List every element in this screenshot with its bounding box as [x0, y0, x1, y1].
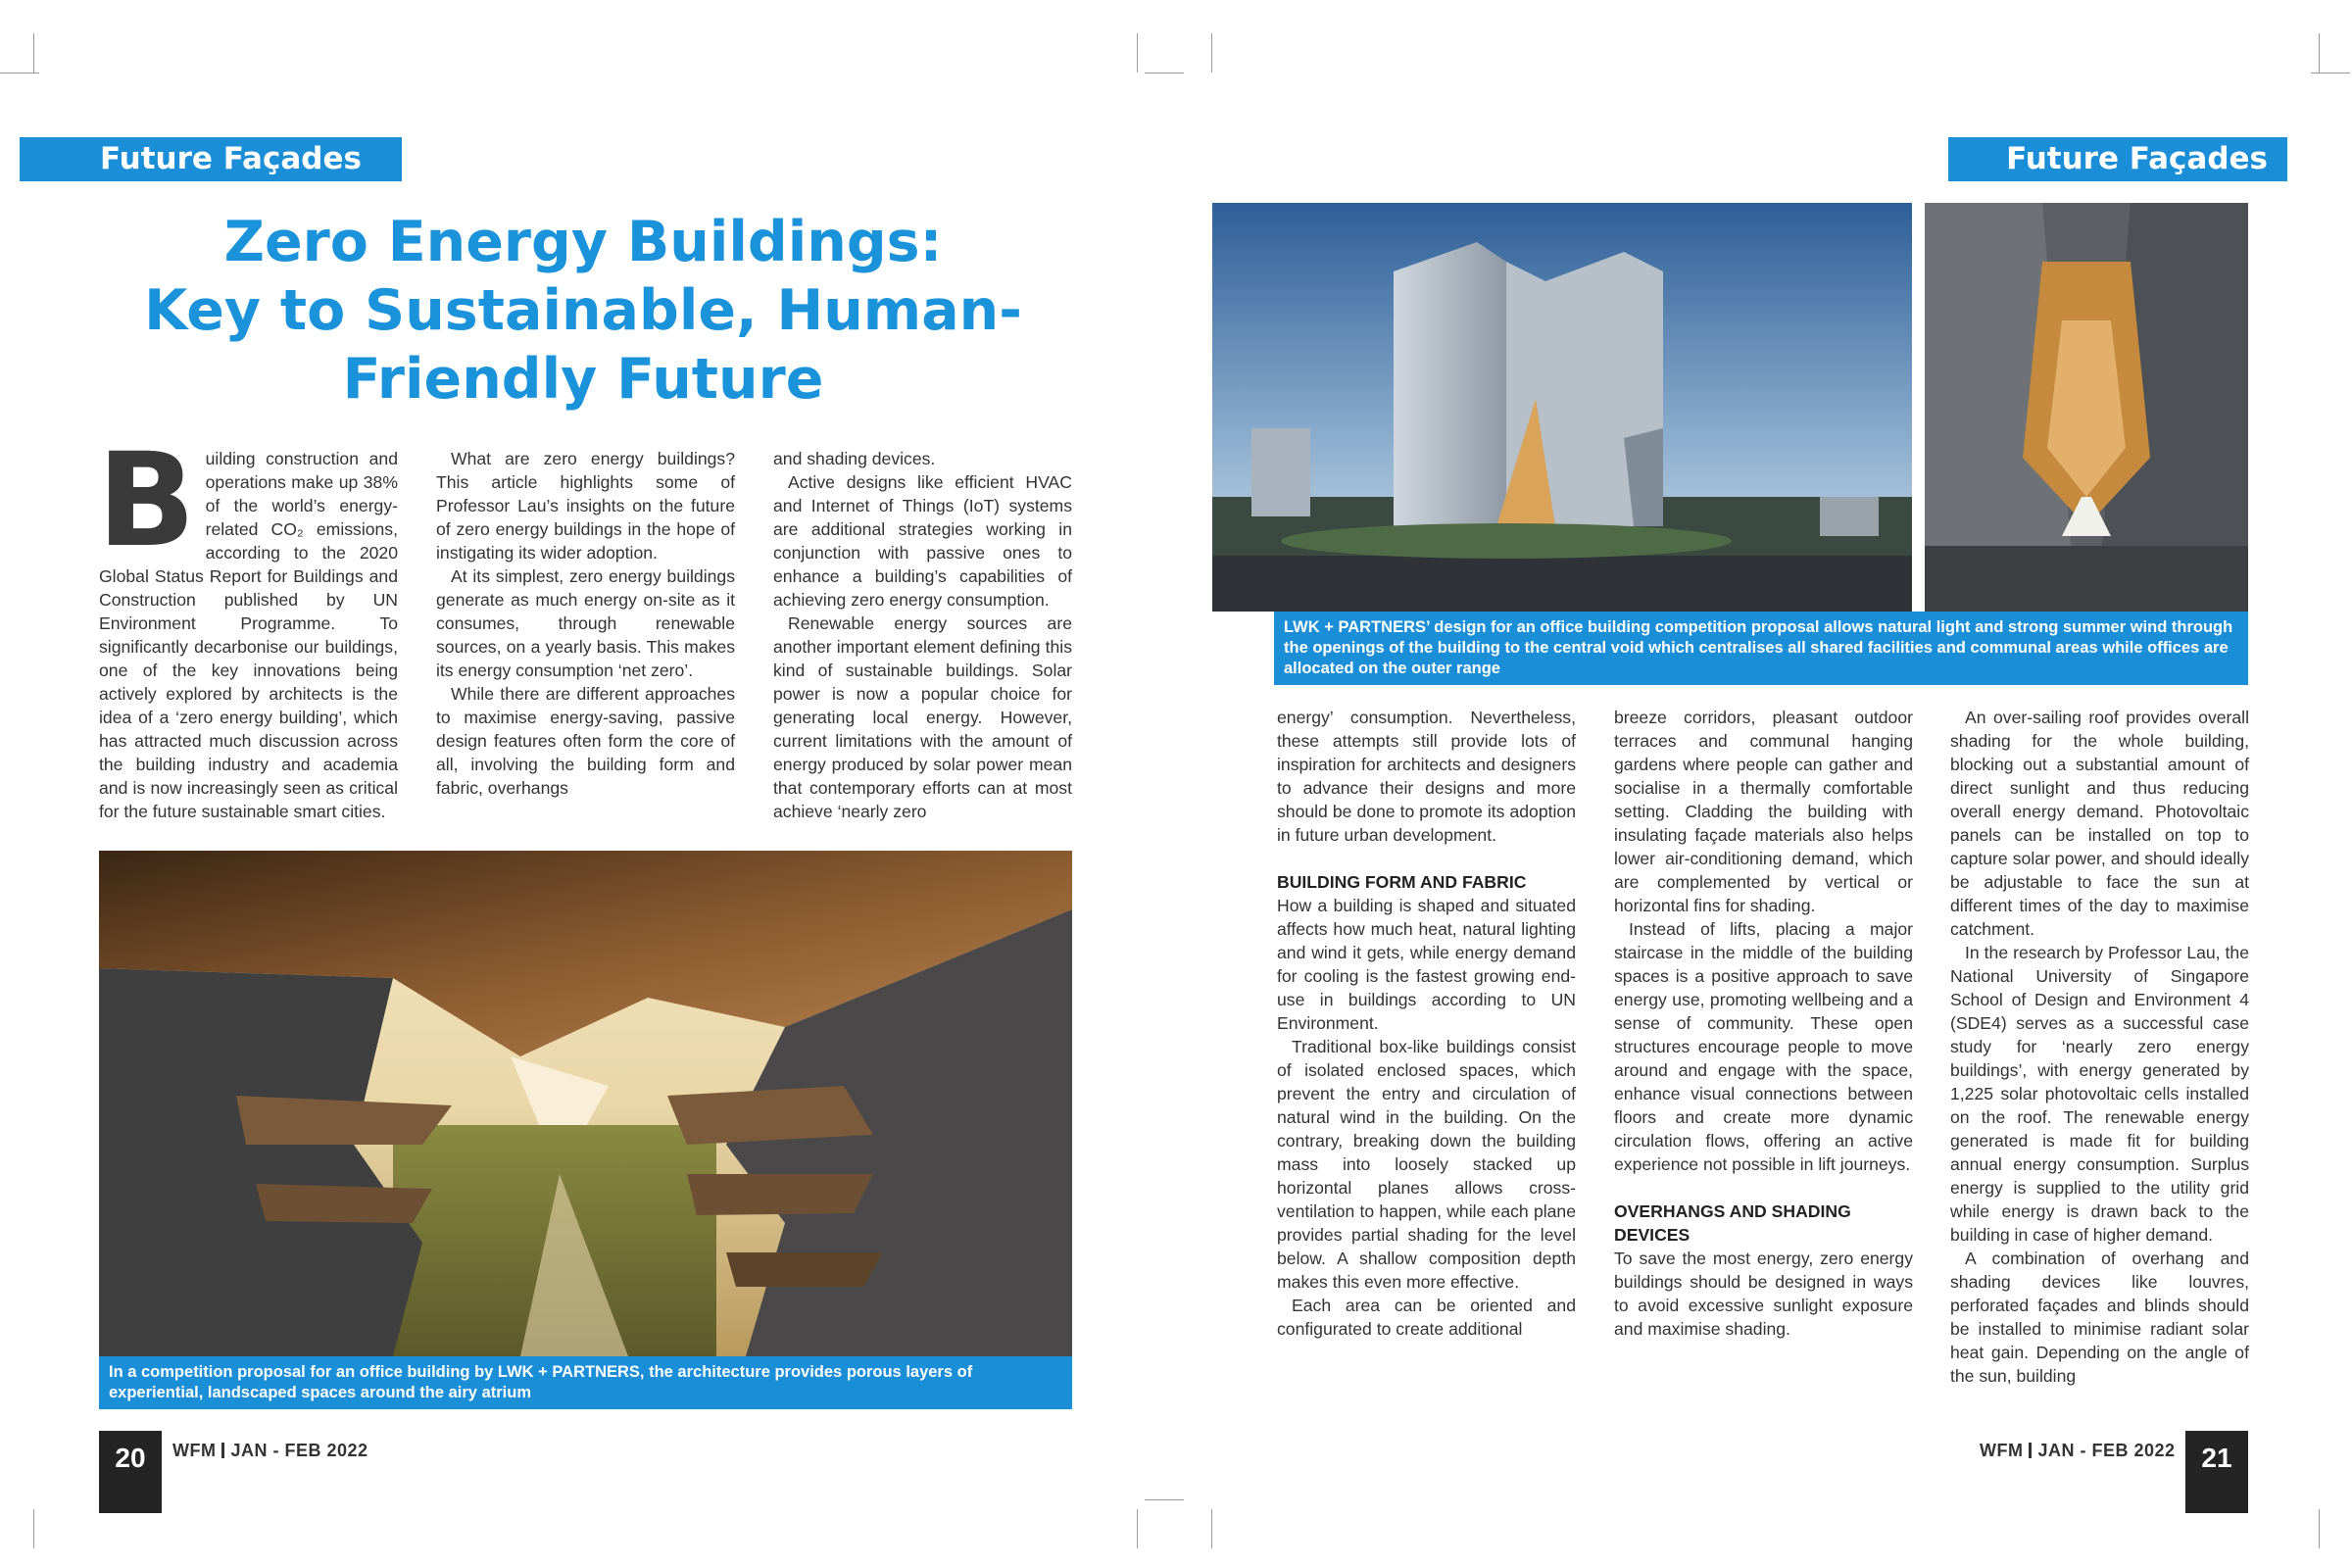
- crop-mark: [2319, 1509, 2320, 1548]
- folio-right: [1980, 1441, 2176, 1461]
- col5-p3: To save the most energy, zero energy buildings should be designed in ways to avoid excessive sunlight exposure and maximise shading.: [1614, 1249, 1913, 1339]
- col2-p3: While there are different approaches to maximise energy-saving, passive design features often form the core of all, involving the building form and fabric, overhangs: [436, 684, 735, 798]
- folio-separator: [2029, 1443, 2032, 1458]
- crop-mark: [1211, 33, 1212, 73]
- crop-mark: [2311, 73, 2350, 74]
- col1-text: uilding construction and operations make up 38% of the world’s energy-related CO₂ emissions, according to the 2020 Global Status Report for Buildings and Construction published by UN Environment Programme. To significantly decarbonise our buildings, one of the key innovations being actively explored by architects is the idea of a ‘zero energy building’, which has attracted much discussion across the building industry and academia and is now increasingly seen as critical for the future sustainable smart cities.: [99, 449, 398, 821]
- col2-p1: What are zero energy buildings? This article highlights some of Professor Lau’s insights on the future of zero energy buildings in the hope of instigating its wider adoption.: [436, 449, 735, 563]
- col5-p2: Instead of lifts, placing a major staircase in the middle of the building spaces is a positive approach to save energy use, promoting wellbeing and a sense of community. These open structures encourage people to move around and engage with the space, enhance visual connections between floors and create more dynamic circulation flows, offering an active experience not possible in lift journeys.: [1614, 919, 1913, 1174]
- crop-mark: [1137, 1509, 1138, 1548]
- drop-cap: B: [97, 425, 196, 576]
- col4-p2: How a building is shaped and situated affects how much heat, natural lighting and wind it gets, while energy demand for cooling is the fastest growing end-use in buildings according to UN Environment.: [1277, 896, 1576, 1033]
- crop-mark: [2319, 33, 2320, 73]
- column-5: [1614, 706, 1913, 1341]
- heading-overhangs: OVERHANGS AND SHADING DEVICES: [1614, 1201, 1851, 1245]
- crop-mark: [1145, 1499, 1184, 1500]
- column-1: [97, 425, 398, 823]
- folio-separator: [221, 1443, 224, 1458]
- col6-p2: In the research by Professor Lau, the National University of Singapore School of Design and Environment 4 (SDE4) serves as a successful case study for ‘nearly zero energy buildings’, with energy generated by 1,225 solar photovoltaic cells installed on the roof. The renewable energy generated is made fit for building annual energy consumption. Surplus energy is supplied to the utility grid while energy is drawn back to the building in case of higher demand.: [1950, 943, 2249, 1245]
- atrium-interior-photo: [1925, 203, 2248, 612]
- crop-mark: [33, 33, 34, 73]
- page-number-left: 20: [99, 1431, 162, 1513]
- heading-building-form: BUILDING FORM AND FABRIC: [1277, 872, 1527, 892]
- crop-mark: [33, 1509, 34, 1548]
- col4-p3: Traditional box-like buildings consist of isolated enclosed spaces, which prevent the entry and circulation of natural wind in the building. On the contrary, breaking down the building mass into loosely stacked up horizontal planes allows cross-ventilation to happen, while each plane provides partial shading for the level below. A shallow composition depth makes this even more effective.: [1277, 1037, 1576, 1292]
- title-line-3: Friendly Future: [342, 347, 824, 412]
- atrium-photo: [99, 851, 1072, 1356]
- building-exterior-photo: [1212, 203, 1912, 612]
- article-title: [98, 208, 1068, 414]
- title-line-1: Zero Energy Buildings:: [223, 210, 943, 274]
- col4-p1: energy’ consumption. Nevertheless, these attempts still provide lots of inspiration for architects and designers to advance their designs and more should be done to promote its adoption in future urban development.: [1277, 708, 1576, 845]
- column-2: [436, 447, 735, 800]
- col3-p2: Active designs like efficient HVAC and Internet of Things (IoT) systems are additional strategies working in conjunction with passive ones to enhance a building’s capabilities of achieving zero energy consumption.: [773, 472, 1072, 610]
- page-number-right: 21: [2185, 1431, 2248, 1513]
- col4-p4: Each area can be oriented and configurated to create additional: [1277, 1296, 1576, 1339]
- title-line-2: Key to Sustainable, Human-: [144, 278, 1022, 343]
- caption-left: In a competition proposal for an office building by LWK + PARTNERS, the architecture provides porous layers of experiential, landscaped spaces around the airy atrium: [99, 1356, 1072, 1409]
- col5-p1: breeze corridors, pleasant outdoor terraces and communal hanging gardens where people can gather and socialise in a thermally comfortable setting. Cladding the building with insulating façade materials also helps lower air-conditioning demand, which are complemented by vertical or horizontal fins for shading.: [1614, 708, 1913, 915]
- column-4: [1277, 706, 1576, 1341]
- column-3: [773, 447, 1072, 823]
- magazine-name: WFM: [172, 1441, 217, 1460]
- magazine-name: WFM: [1980, 1441, 2024, 1460]
- section-tag-right: Future Façades: [1948, 137, 2287, 181]
- crop-mark: [1211, 1509, 1212, 1548]
- col6-p1: An over-sailing roof provides overall shading for the whole building, blocking out a substantial amount of direct sunlight and thus reducing overall energy demand. Photovoltaic panels can be installed on top to capture solar power, and should ideally be adjustable to face the sun at different times of the day to maximise catchment.: [1950, 708, 2249, 939]
- crop-mark: [1137, 33, 1138, 73]
- caption-right: LWK + PARTNERS’ design for an office building competition proposal allows natural light and strong summer wind through the openings of the building to the central void which centralises all shared facilities and communal areas while offices are allocated on the outer range: [1274, 612, 2248, 685]
- section-tag-left: Future Façades: [20, 137, 402, 181]
- issue-date: JAN - FEB 2022: [2037, 1441, 2176, 1460]
- col2-p2: At its simplest, zero energy buildings generate as much energy on-site as it consumes, through renewable sources, on a yearly basis. This makes its energy consumption ‘net zero’.: [436, 566, 735, 680]
- crop-mark: [0, 73, 39, 74]
- crop-mark: [1145, 73, 1184, 74]
- issue-date: JAN - FEB 2022: [230, 1441, 368, 1460]
- column-6: [1950, 706, 2249, 1388]
- folio-left: [172, 1441, 368, 1461]
- col3-p1: and shading devices.: [773, 449, 936, 468]
- col3-p3: Renewable energy sources are another important element defining this kind of sustainable buildings. Solar power is now a popular choice for generating local energy. However, current limitations with the amount of energy produced by solar power mean that contemporary efforts can at most achieve ‘nearly zero: [773, 613, 1072, 821]
- col6-p3: A combination of overhang and shading devices like louvres, perforated façades and blinds should be installed to minimise radiant solar heat gain. Depending on the angle of the sun, building: [1950, 1249, 2249, 1386]
